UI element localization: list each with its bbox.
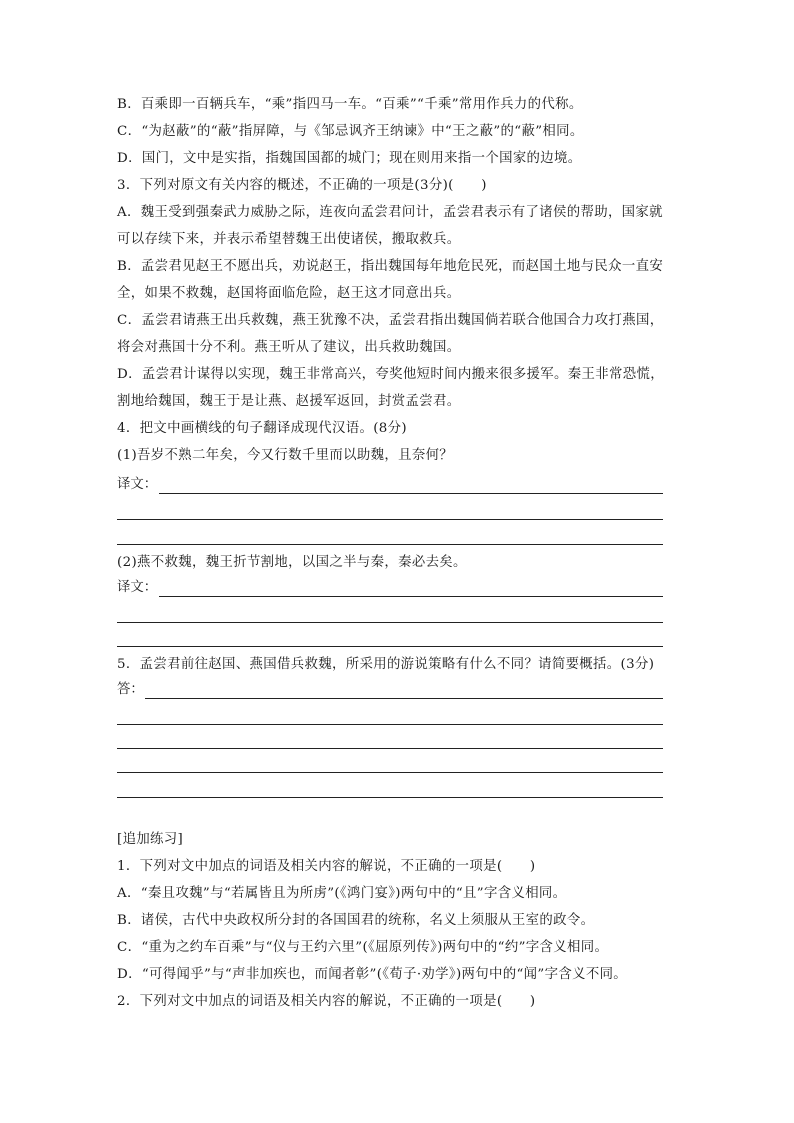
extra-q1-option-a: A．“秦且攻魏”与“若属皆且为所虏”(《鸿门宴》)两句中的“且”字含义相同。 <box>117 886 567 901</box>
q3-option-d-line2: 割地给魏国，魏王于是让燕、赵援军返回，封赏孟尝君。 <box>117 394 461 409</box>
answer-line[interactable] <box>117 772 663 773</box>
q3-option-c-line1: C．孟尝君请燕王出兵救魏，燕王犹豫不决，孟尝君指出魏国倘若联合他国合力攻打燕国， <box>117 313 664 328</box>
answer-line[interactable] <box>117 544 663 545</box>
q4-answer-2-row <box>117 579 663 597</box>
q4-sentence-1: (1)吾岁不熟二年矣，今又行数千里而以助魏，且奈何？ <box>117 448 454 463</box>
extra-q1-option-b: B．诸侯，古代中央政权所分封的各国国君的统称，名义上须服从王室的政令。 <box>117 913 595 928</box>
q2-option-c: C．“为赵蔽”的“蔽”指屏障，与《邹忌讽齐王纳谏》中“王之蔽”的“蔽”相同。 <box>117 124 584 139</box>
q2-option-d: D．国门，文中是实指，指魏国国都的城门；现在则用来指一个国家的边境。 <box>117 151 582 166</box>
answer-line[interactable] <box>117 797 663 798</box>
q3-option-c-line2: 将会对燕国十分不利。燕王听从了建议，出兵救助魏国。 <box>117 340 461 355</box>
extra-practice-heading: [追加练习] <box>117 832 184 847</box>
q4-stem: 4．把文中画横线的句子翻译成现代汉语。(8分) <box>117 421 407 436</box>
q3-option-d-line1: D．孟尝君计谋得以实现，魏王非常高兴，夸奖他短时间内搬来很多援军。秦王非常恐慌， <box>117 367 664 382</box>
q5-stem: 5．孟尝君前往赵国、燕国借兵救魏，所采用的游说策略有什么不同？请简要概括。(3分) <box>117 657 655 672</box>
q4-answer-1-label: 译文： <box>117 477 158 492</box>
q5-answer-label: 答： <box>117 682 144 697</box>
q3-stem: 3．下列对原文有关内容的概述，不正确的一项是(3分)( ) <box>117 178 487 193</box>
q4-sentence-2: (2)燕不救魏，魏王折节割地，以国之半与秦，秦必去矣。 <box>117 555 467 570</box>
q4-answer-1-field[interactable] <box>159 493 663 494</box>
extra-q1-option-d: D．“可得闻乎”与“声非加疾也，而闻者彰”(《荀子·劝学》)两句中的“闻”字含义不同。 <box>117 967 628 982</box>
answer-line[interactable] <box>117 748 663 749</box>
q3-option-b-line2: 全，如果不救魏，赵国将面临危险，赵王这才同意出兵。 <box>117 286 461 301</box>
q5-answer-field[interactable] <box>145 698 663 699</box>
q5-answer-row <box>117 681 663 699</box>
extra-q2-stem: 2．下列对文中加点的词语及相关内容的解说，不正确的一项是( ) <box>117 994 536 1009</box>
answer-line[interactable] <box>117 622 663 623</box>
extra-q1-stem: 1．下列对文中加点的词语及相关内容的解说，不正确的一项是( ) <box>117 859 536 874</box>
q3-option-a-line2: 可以存续下来，并表示希望替魏王出使诸侯，搬取救兵。 <box>117 232 461 247</box>
q3-option-b-line1: B．孟尝君见赵王不愿出兵，劝说赵王，指出魏国每年地危民死，而赵国土地与民众一直安 <box>117 259 664 274</box>
extra-q1-option-c: C．“重为之约车百乘”与“仪与王约六里”(《屈原列传》)两句中的“约”字含义相同。 <box>117 940 609 955</box>
q3-option-a-line1: A．魏王受到强秦武力威胁之际，连夜向孟尝君问计，孟尝君表示有了诸侯的帮助，国家就 <box>117 205 663 220</box>
q4-answer-1-row <box>117 476 663 494</box>
answer-line[interactable] <box>117 724 663 725</box>
answer-line[interactable] <box>117 519 663 520</box>
q4-answer-2-field[interactable] <box>159 596 663 597</box>
q4-answer-2-label: 译文： <box>117 580 158 595</box>
q2-option-b: B．百乘即一百辆兵车，“乘”指四马一车。“百乘”“千乘”常用作兵力的代称。 <box>117 97 583 112</box>
answer-line[interactable] <box>117 646 663 647</box>
